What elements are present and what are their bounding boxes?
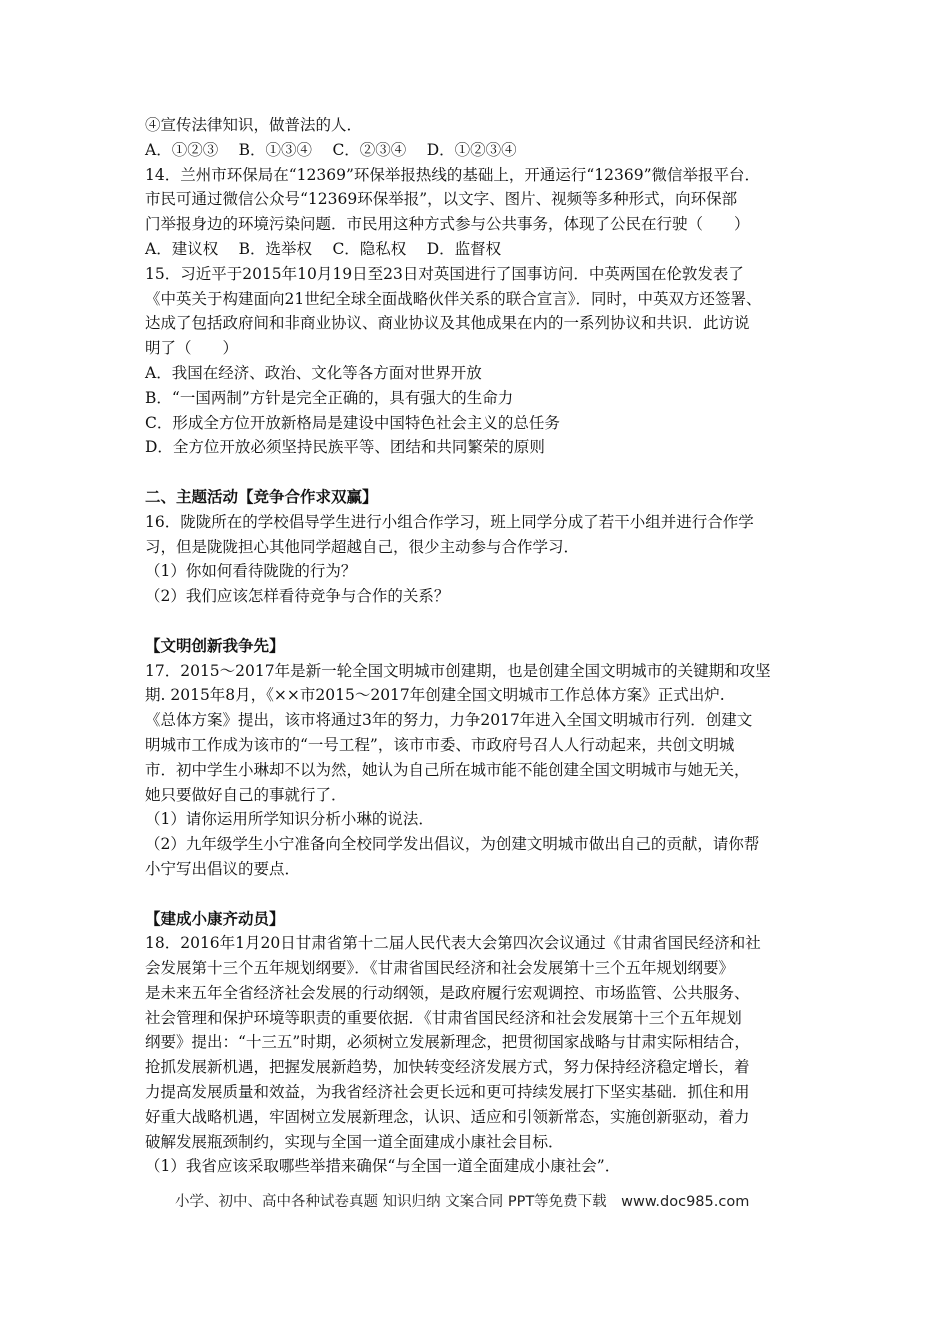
footer-ad-text: 小学、初中、高中各种试卷真题 知识归纳 文案合同 PPT等免费下载 www.doc985.com	[175, 1194, 750, 1210]
q17-line: 17．2015～2017年是新一轮全国文明城市创建期，也是创建全国文明城市的关键期和攻坚	[145, 661, 771, 680]
q18-sub-1: （1）我省应该采取哪些举措来确保“与全国一道全面建成小康社会”．	[145, 1157, 621, 1176]
q15-option-d: D．全方位开放必须坚持民族平等、团结和共同繁荣的原则	[145, 438, 545, 457]
q17-sub-1: （1）请你运用所学知识分析小琳的说法．	[145, 810, 434, 829]
question-14	[145, 163, 815, 262]
q15-option-c: C．形成全方位开放新格局是建设中国特色社会主义的总任务	[145, 413, 560, 432]
q18-line: 是未来五年全省经济社会发展的行动纲领，是政府履行宏观调控、市场监管、公共服务、	[145, 983, 750, 1002]
q17-line: 明城市工作成为该市的“一号工程”，该市市委、市政府号召人人行动起来，共创文明城	[145, 735, 735, 754]
q18-line: 18．2016年1月20日甘肃省第十二届人民代表大会第四次会议通过《甘肃省国民经济和社	[145, 934, 761, 953]
question-16	[145, 510, 815, 609]
question-18	[145, 931, 815, 1179]
section-heading-xiaokang: 【建成小康齐动员】	[145, 909, 285, 928]
q17-sub-2-cont: 小宁写出倡议的要点．	[145, 859, 301, 878]
q18-line: 破解发展瓶颈制约，实现与全国一道全面建成小康社会目标．	[145, 1132, 564, 1151]
q18-line: 会发展第十三个五年规划纲要》．《甘肃省国民经济和社会发展第十三个五年规划纲要》	[145, 959, 735, 978]
q16-line: 16．陇陇所在的学校倡导学生进行小组合作学习，班上同学分成了若干小组并进行合作学	[145, 512, 754, 531]
exam-content	[145, 113, 815, 1179]
q14-line: 14．兰州市环保局在“12369”环保举报热线的基础上，开通运行“12369”微信举报平台．	[145, 165, 761, 184]
q13-options: A．①②③ B．①③④ C．②③④ D．①②③④	[145, 140, 517, 159]
q15-line: 15．习近平于2015年10月19日至23日对英国进行了国事访问．中英两国在伦敦发表了	[145, 264, 744, 283]
q15-line: 达成了包括政府间和非商业协议、商业协议及其他成果在内的一系列协议和共识．此访说	[145, 314, 750, 333]
q18-line: 力提高发展质量和效益，为我省经济社会更长远和更可持续发展打下坚实基础．抓住和用	[145, 1083, 750, 1102]
q17-line: 《总体方案》提出，该市将通过3年的努力，力争2017年进入全国文明城市行列．创建文	[145, 711, 753, 730]
question-17	[145, 659, 815, 882]
q14-line: 门举报身边的环境污染问题．市民用这种方式参与公共事务，体现了公民在行驶（ ）	[145, 215, 750, 234]
q17-sub-2: （2）九年级学生小宁准备向全校同学发出倡议，为创建文明城市做出自己的贡献，请你帮	[145, 835, 760, 854]
q15-option-b: B．“一国两制”方针是完全正确的，具有强大的生命力	[145, 388, 514, 407]
q16-line: 习，但是陇陇担心其他同学超越自己，很少主动参与合作学习．	[145, 537, 580, 556]
q18-line: 好重大战略机遇，牢固树立发展新理念，认识、适应和引领新常态，实施创新驱动，着力	[145, 1107, 750, 1126]
q18-line: 社会管理和保护环境等职责的重要依据．《甘肃省国民经济和社会发展第十三个五年规划	[145, 1008, 742, 1027]
q15-line: 《中英关于构建面向21世纪全球全面战略伙伴关系的联合宣言》．同时，中英双方还签署、	[145, 289, 762, 308]
q17-line: 期. 2015年8月，《××市2015～2017年创建全国文明城市工作总体方案》正式出炉.	[145, 686, 725, 705]
q14-line: 市民可通过微信公众号“12369环保举报”，以文字、图片、视频等多种形式，向环保部	[145, 190, 738, 209]
q15-option-a: A．我国在经济、政治、文化等各方面对世界开放	[145, 363, 482, 382]
q17-line: 市．初中学生小琳却不以为然，她认为自己所在城市能不能创建全国文明城市与她无关，	[145, 760, 750, 779]
q13-item4: ④宣传法律知识，做普法的人．	[145, 116, 363, 134]
question-15	[145, 262, 815, 460]
q16-sub-2: （2）我们应该怎样看待竞争与合作的关系？	[145, 587, 450, 606]
q18-line: 纲要》提出：“十三五”时期，必须树立发展新理念，把贯彻国家战略与甘肃实际相结合，	[145, 1033, 750, 1052]
section-heading-civilization: 【文明创新我争先】	[145, 636, 285, 655]
section-heading-topic-activity: 二、主题活动【竞争合作求双赢】	[145, 487, 378, 506]
q17-line: 她只要做好自己的事就行了．	[145, 785, 347, 804]
q15-line: 明了（ ）	[145, 339, 239, 358]
q18-line: 抢抓发展新机遇，把握发展新趋势，加快转变经济发展方式，努力保持经济稳定增长，着	[145, 1058, 750, 1077]
q16-sub-1: （1）你如何看待陇陇的行为？	[145, 562, 357, 581]
q14-options: A．建议权 B．选举权 C．隐私权 D．监督权	[145, 239, 502, 258]
